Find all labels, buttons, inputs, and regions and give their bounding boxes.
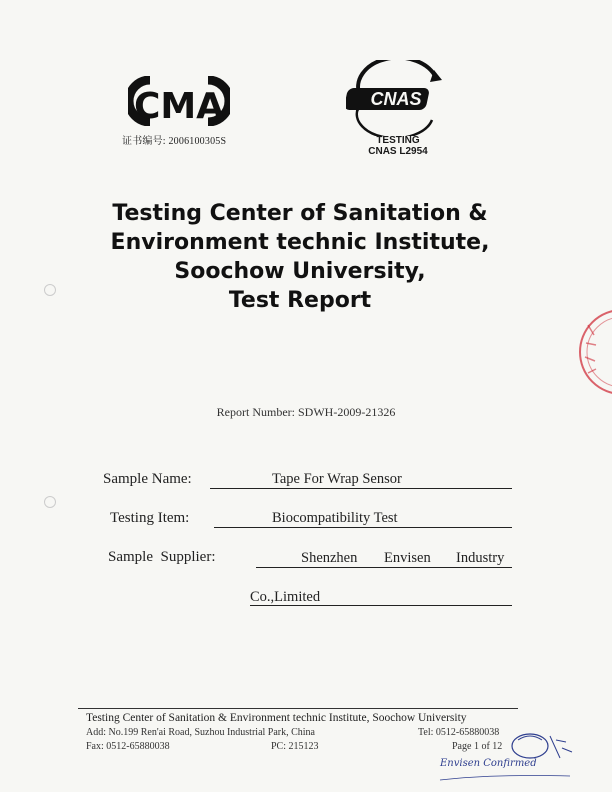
sample-supplier-label: Sample Supplier: [108,549,216,565]
red-stamp-edge [576,305,612,400]
footer-rule [78,708,518,709]
sample-supplier-value-line-2: Co.,Limited [250,589,321,605]
cma-logo [128,76,230,126]
footer-organization: Testing Center of Sanitation & Environment technic Institute, Soochow University [86,712,467,724]
cnas-logo-text: CNAS [370,89,422,109]
testing-item-value: Biocompatibility Test [272,510,398,526]
footer-fax: Fax: 0512-65880038 [86,741,170,752]
cnas-testing-label: TESTING [376,135,420,146]
sample-name-underline [210,488,512,489]
testing-item-underline [214,527,512,528]
footer-page-number: Page 1 of 12 [452,741,503,752]
footer-tel: Tel: 0512-65880038 [418,727,500,738]
report-number: Report Number: SDWH-2009-21326 [216,405,396,419]
sample-supplier-value-word-2: Envisen [384,550,431,566]
title-line-3: Soochow University, [174,259,426,284]
sample-supplier-underline-2 [250,605,512,606]
title-line-1: Testing Center of Sanitation & [112,201,488,226]
confirmation-stamp [430,728,580,784]
report-title [40,199,560,315]
sample-name-label: Sample Name: [103,471,192,487]
punch-hole-mark [44,496,56,508]
title-line-2: Environment technic Institute, [110,230,490,255]
cnas-logo [346,60,446,136]
cma-logo-text: CMA [133,86,225,126]
sample-supplier-value-word-1: Shenzhen [301,550,358,566]
testing-item-label: Testing Item: [110,510,190,526]
cnas-accreditation [362,135,434,157]
title-line-4: Test Report [228,288,372,313]
footer-address: Add: No.199 Ren'ai Road, Suzhou Industrial Park, China [86,727,315,738]
sample-supplier-underline [256,567,512,568]
cnas-code: CNAS L2954 [368,146,428,157]
cma-certificate-number: 证书编号: 2006100305S [122,136,227,147]
handwritten-confirmation: Envisen Confirmed [440,758,537,769]
footer-postcode: PC: 215123 [271,741,319,752]
sample-supplier-value-word-3: Industry [456,550,505,566]
sample-name-value: Tape For Wrap Sensor [272,471,402,487]
